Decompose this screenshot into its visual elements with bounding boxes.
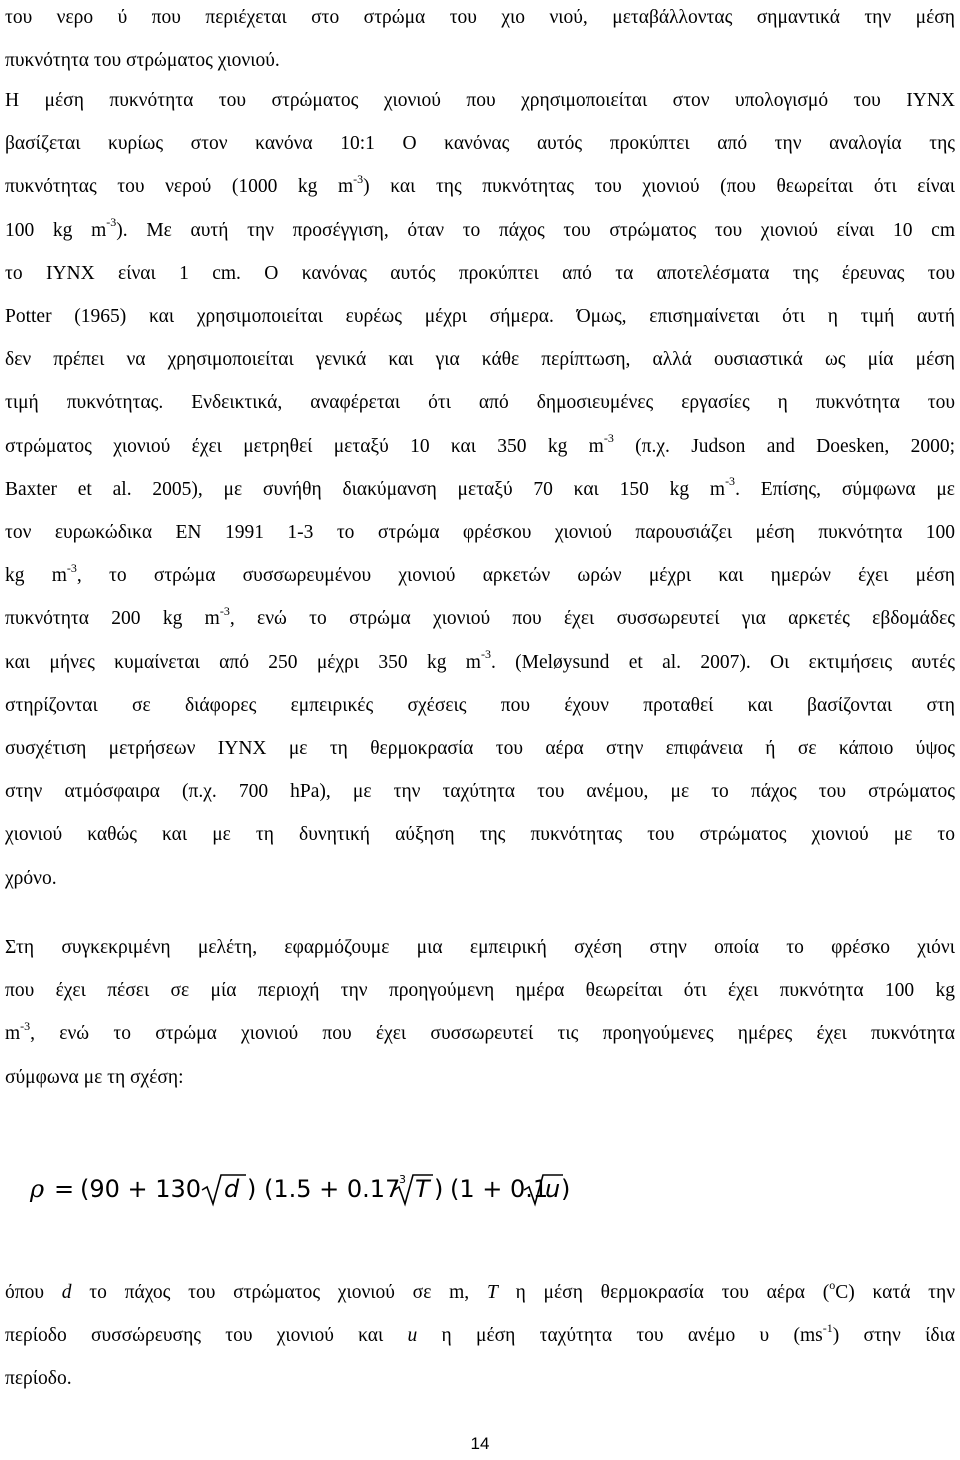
cube-root-index: 3	[399, 1173, 406, 1186]
text-line	[5, 209, 955, 252]
text-span: 100 kg m	[5, 219, 107, 241]
text-line	[5, 641, 955, 684]
text-line: πυκνότητα του στρώματος χιονιού.	[5, 50, 280, 72]
superscript: -1	[822, 1320, 833, 1335]
equation-factor-2: (1.5 + 0.17	[264, 1175, 401, 1203]
text-line	[5, 554, 955, 597]
text-line: Potter (1965) και χρησιμοποιείται ευρέως μέχρι σήμερα. Όμως, επισημαίνεται ότι η τιμή αυτή	[5, 306, 955, 328]
paragraph-1	[5, 0, 955, 82]
text-span: στρώματος χιονιού έχει μετρηθεί μεταξύ 10 και 350 kg m	[5, 435, 604, 457]
equation-paren: )	[247, 1175, 257, 1203]
text-span: πυκνότητα 200 kg m	[5, 608, 220, 630]
text-span: , το στρώμα συσσωρευμένου χιονιού αρκετών ωρών μέχρι και ημερών έχει μέση	[76, 565, 956, 587]
superscript: -3	[20, 1018, 31, 1033]
page-number: 14	[470, 1434, 490, 1453]
text-line: Στη συγκεκριμένη μελέτη, εφαρμόζουμε μια εμπειρική σχέση στην οποία το φρέσκο χιόνι	[5, 937, 955, 958]
text-span: ) και της πυκνότητας του χιονιού (που θεωρείται ότι είναι	[363, 176, 955, 198]
text-line: δεν πρέπει να χρησιμοποιείται γενικά και για κάθε περίπτωση, αλλά ουσιαστικά ως μία μέση	[5, 349, 955, 371]
text-span: περίοδο συσσώρευσης του χιονιού και	[5, 1325, 384, 1347]
text-line	[5, 1271, 955, 1314]
text-span: η μέση ταχύτητα του ανέμο υ (ms	[441, 1325, 823, 1347]
text-span: C) κατά την	[835, 1282, 956, 1303]
text-span: ) στην ίδια	[832, 1325, 955, 1347]
text-span: , ενώ το στρώμα χιονιού που έχει συσσωρευτεί τις προηγούμενες ημέρες έχει πυκνότητα	[30, 1023, 955, 1045]
superscript: -3	[106, 215, 117, 230]
text-line: σύμφωνα με τη σχέση:	[5, 1066, 184, 1088]
paragraph-2	[5, 79, 955, 900]
variable-d: d	[61, 1282, 72, 1303]
text-line: χιονιού καθώς και με τη δυνητική αύξηση της πυκνότητας του στρώματος χιονιού με το	[5, 824, 955, 846]
equation-paren: )	[434, 1175, 444, 1203]
text-span: το πάχος του στρώματος χιονιού σε m,	[89, 1282, 470, 1303]
text-line: συσχέτιση μετρήσεων IYNX με τη θερμοκρασία του αέρα στην επιφάνεια ή σε κάποιο ύψος	[5, 738, 955, 760]
equation-variable-u: u	[545, 1175, 561, 1203]
text-line	[5, 425, 955, 468]
text-line	[5, 597, 955, 640]
text-span: (π.χ. Judson and Doesken, 2000;	[635, 435, 955, 457]
superscript: -3	[603, 431, 614, 446]
text-span: Baxter et al. 2005), με συνήθη διακύμανση μεταξύ 70 και 150 kg m	[5, 478, 726, 500]
text-line: στην ατμόσφαιρα (π.χ. 700 hPa), με την ταχύτητα του ανέμου, με το πάχος του στρώματος	[5, 781, 955, 803]
text-span: και μήνες κυμαίνεται από 250 μέχρι 350 kg m	[5, 651, 481, 673]
variable-u: u	[407, 1325, 418, 1347]
equation-rho: ρ	[30, 1175, 45, 1203]
equation-paren: )	[561, 1175, 571, 1203]
paragraph-4	[5, 1271, 955, 1401]
text-line: βασίζεται κυρίως στον κανόνα 10:1 Ο κανόνας αυτός προκύπτει από την αναλογία της	[5, 133, 955, 155]
variable-t: T	[486, 1282, 498, 1303]
text-span: . (Meløysund et al. 2007). Οι εκτιμήσεις αυτές	[490, 651, 955, 673]
text-line	[5, 1314, 955, 1357]
text-line: Η μέση πυκνότητα του στρώματος χιονιού που χρησιμοποιείται στον υπολογισμό του IYNX	[5, 90, 955, 111]
superscript: -3	[480, 647, 491, 662]
equation-equals: =	[54, 1175, 75, 1203]
density-equation	[28, 1166, 571, 1210]
text-line: που έχει πέσει σε μία περιοχή την προηγούμενη ημέρα θεωρείται ότι έχει πυκνότητα 100 kg	[5, 980, 955, 1002]
superscript: -3	[353, 171, 364, 186]
text-span: πυκνότητας του νερού (1000 kg m	[5, 176, 354, 198]
superscript: -3	[219, 603, 230, 618]
text-line	[5, 165, 955, 208]
text-line: του νερο ύ που περιέχεται στο στρώμα του χιο νιού, μεταβάλλοντας σημαντικά την μέση	[5, 7, 955, 28]
text-line: τιμή πυκνότητας. Ενδεικτικά, αναφέρεται ότι από δημοσιευμένες εργασίες η πυκνότητα του	[5, 392, 955, 414]
text-span: kg m	[5, 565, 67, 587]
paragraph-3	[5, 926, 955, 1099]
equation-factor-3: (1 + 0.1	[450, 1175, 549, 1203]
text-line: τον ευρωκώδικα EN 1991 1-3 το στρώμα φρέσκου χιονιού παρουσιάζει μέση πυκνότητα 100	[5, 522, 955, 544]
superscript: -3	[725, 474, 736, 489]
text-line	[5, 1012, 955, 1055]
equation-variable-d: d	[224, 1175, 240, 1203]
superscript: -3	[66, 560, 77, 575]
equation-variable-t: T	[415, 1175, 430, 1203]
text-span: m	[5, 1023, 21, 1045]
text-line: το IYNX είναι 1 cm. Ο κανόνας αυτός προκύπτει από τα αποτελέσματα της έρευνας του	[5, 262, 955, 284]
text-span: η μέση θερμοκρασία του αέρα (	[515, 1282, 830, 1303]
text-line: στηρίζονται σε διάφορες εμπειρικές σχέσεις που έχουν προταθεί και βασίζονται στη	[5, 694, 955, 716]
text-line: περίοδο.	[5, 1368, 72, 1390]
superscript: o	[829, 1277, 836, 1292]
text-span: . Επίσης, σύμφωνα με	[735, 478, 955, 500]
text-span: ). Με αυτή την προσέγγιση, όταν το πάχος του στρώματος του χιονιού είναι 10 cm	[116, 219, 955, 241]
text-span: όπου	[5, 1282, 44, 1303]
text-span: , ενώ το στρώμα χιονιού που έχει συσσωρευτεί για αρκετές εβδομάδες	[229, 608, 955, 630]
equation-factor-1: (90 + 130	[80, 1175, 202, 1203]
text-line: χρόνο.	[5, 867, 57, 889]
text-line	[5, 468, 955, 511]
